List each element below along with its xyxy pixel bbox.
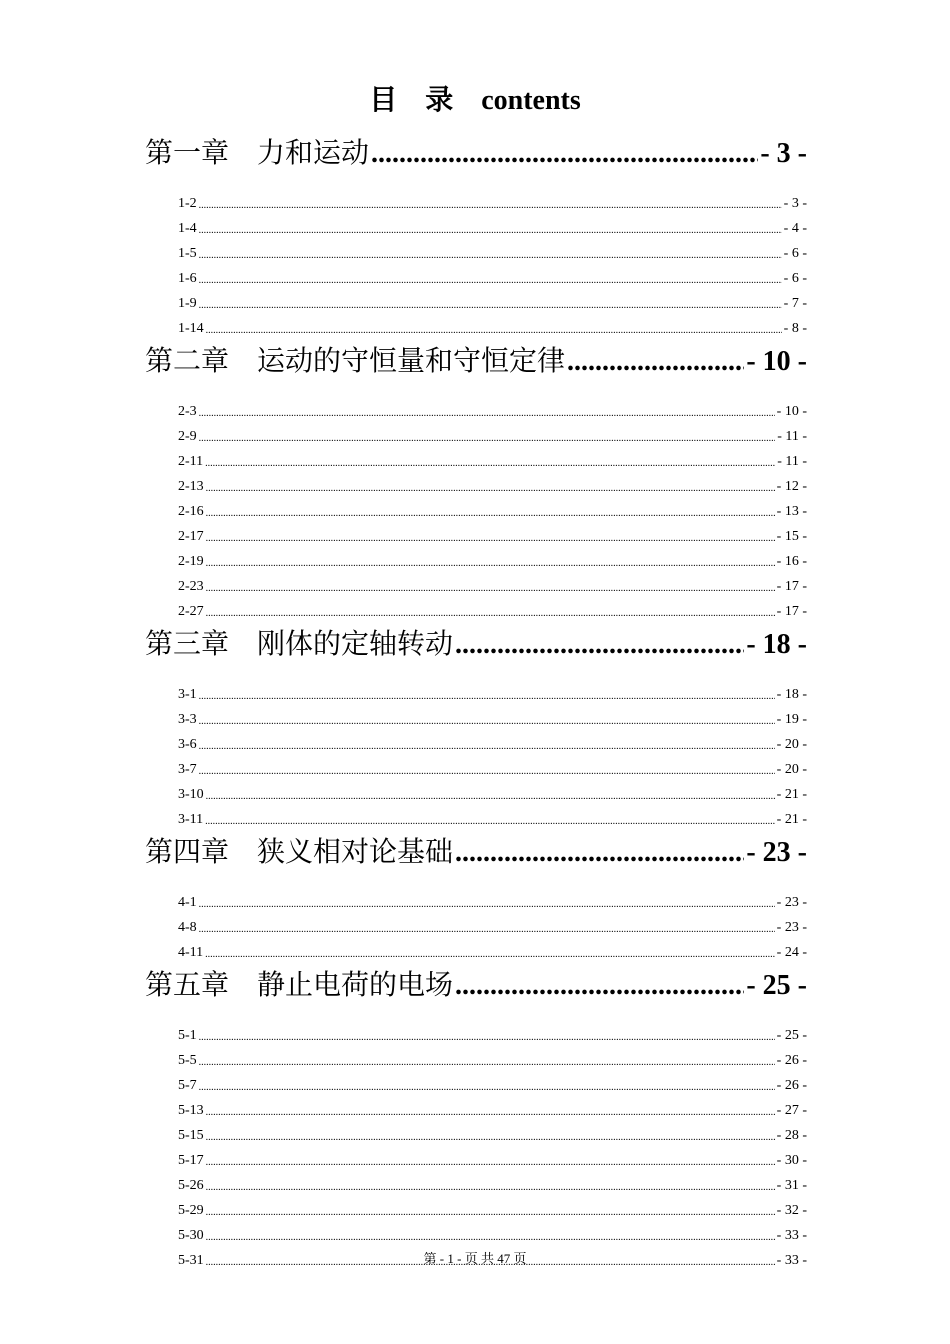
entry-label: 2-23 bbox=[178, 579, 204, 594]
entry-page-number: - 26 - bbox=[776, 1078, 807, 1093]
toc-chapter[interactable] bbox=[145, 831, 807, 871]
toc-entry[interactable] bbox=[145, 1220, 807, 1245]
entry-label: 2-16 bbox=[178, 504, 204, 519]
toc-entry[interactable] bbox=[145, 546, 807, 571]
chapter-title: 第二章 运动的守恒量和守恒定律 bbox=[145, 346, 566, 377]
toc-entry[interactable] bbox=[145, 887, 807, 912]
entry-label: 2-19 bbox=[178, 554, 204, 569]
toc-entry[interactable] bbox=[145, 471, 807, 496]
dot-leader bbox=[199, 1056, 775, 1070]
entry-label: 4-1 bbox=[178, 895, 197, 910]
dot-leader bbox=[206, 582, 775, 596]
entry-page-number: - 12 - bbox=[776, 479, 807, 494]
dot-leader bbox=[206, 1181, 775, 1195]
toc-entry[interactable] bbox=[145, 679, 807, 704]
dot-leader bbox=[206, 607, 775, 621]
entry-label: 5-29 bbox=[178, 1203, 204, 1218]
toc-chapter[interactable] bbox=[145, 132, 807, 172]
entry-label: 1-6 bbox=[178, 271, 197, 286]
dot-leader bbox=[199, 765, 775, 779]
toc-entry[interactable] bbox=[145, 1095, 807, 1120]
spacer bbox=[145, 1004, 807, 1020]
entry-label: 3-3 bbox=[178, 712, 197, 727]
dot-leader bbox=[206, 1131, 775, 1145]
entry-label: 5-5 bbox=[178, 1053, 197, 1068]
toc-entry[interactable] bbox=[145, 571, 807, 596]
dot-leader bbox=[371, 136, 758, 172]
toc-entry[interactable] bbox=[145, 446, 807, 471]
dot-leader bbox=[206, 324, 782, 338]
dot-leader bbox=[199, 690, 775, 704]
dot-leader bbox=[199, 923, 775, 937]
entry-label: 5-17 bbox=[178, 1153, 204, 1168]
entry-label: 5-31 bbox=[178, 1253, 204, 1268]
dot-leader bbox=[205, 457, 775, 471]
entry-label: 5-7 bbox=[178, 1078, 197, 1093]
entry-page-number: - 31 - bbox=[776, 1178, 807, 1193]
dot-leader bbox=[455, 627, 744, 663]
dot-leader bbox=[206, 1206, 775, 1220]
entry-page-number: - 23 - bbox=[776, 895, 807, 910]
dot-leader bbox=[206, 557, 775, 571]
entry-page-number: - 3 - bbox=[783, 196, 807, 211]
toc-entry[interactable] bbox=[145, 729, 807, 754]
entry-label: 2-17 bbox=[178, 529, 204, 544]
chapter-page-number: - 10 - bbox=[746, 346, 807, 377]
toc-entry[interactable] bbox=[145, 779, 807, 804]
chapter-title: 第三章 刚体的定轴转动 bbox=[145, 629, 454, 660]
dot-leader bbox=[199, 224, 782, 238]
dot-leader bbox=[455, 968, 744, 1004]
entry-label: 3-10 bbox=[178, 787, 204, 802]
dot-leader bbox=[206, 1106, 775, 1120]
toc-entry[interactable] bbox=[145, 288, 807, 313]
chapter-page-number: - 3 - bbox=[760, 138, 807, 169]
toc-entry[interactable] bbox=[145, 496, 807, 521]
spacer bbox=[145, 380, 807, 396]
entry-page-number: - 4 - bbox=[783, 221, 807, 236]
entry-page-number: - 18 - bbox=[776, 687, 807, 702]
toc-entry[interactable] bbox=[145, 1070, 807, 1095]
entry-page-number: - 6 - bbox=[783, 246, 807, 261]
dot-leader bbox=[199, 199, 782, 213]
toc-entry[interactable] bbox=[145, 1195, 807, 1220]
entry-label: 5-26 bbox=[178, 1178, 204, 1193]
entry-page-number: - 20 - bbox=[776, 762, 807, 777]
entry-label: 4-8 bbox=[178, 920, 197, 935]
dot-leader bbox=[199, 299, 782, 313]
entry-page-number: - 21 - bbox=[776, 787, 807, 802]
toc-entry[interactable] bbox=[145, 213, 807, 238]
dot-leader bbox=[567, 344, 744, 380]
dot-leader bbox=[206, 482, 775, 496]
toc-entry[interactable] bbox=[145, 804, 807, 829]
dot-leader bbox=[205, 948, 775, 962]
entry-page-number: - 32 - bbox=[776, 1203, 807, 1218]
dot-leader bbox=[199, 1081, 775, 1095]
toc-chapter[interactable] bbox=[145, 340, 807, 380]
toc-entry[interactable] bbox=[145, 704, 807, 729]
entry-page-number: - 24 - bbox=[776, 945, 807, 960]
entry-page-number: - 10 - bbox=[776, 404, 807, 419]
dot-leader bbox=[206, 507, 775, 521]
entry-page-number: - 20 - bbox=[776, 737, 807, 752]
dot-leader bbox=[199, 432, 776, 446]
entry-label: 4-11 bbox=[178, 945, 204, 960]
entry-label: 2-9 bbox=[178, 429, 197, 444]
entry-page-number: - 17 - bbox=[776, 579, 807, 594]
toc-chapter[interactable] bbox=[145, 623, 807, 663]
dot-leader bbox=[455, 835, 744, 871]
entry-label: 1-9 bbox=[178, 296, 197, 311]
chapter-title: 第五章 静止电荷的电场 bbox=[145, 970, 454, 1001]
toc-entry[interactable] bbox=[145, 1045, 807, 1070]
entry-page-number: - 23 - bbox=[776, 920, 807, 935]
entry-page-number: - 26 - bbox=[776, 1053, 807, 1068]
entry-label: 3-7 bbox=[178, 762, 197, 777]
page-footer: 第 - 1 - 页 共 47 页 bbox=[423, 1251, 527, 1266]
dot-leader bbox=[206, 1231, 775, 1245]
toc-entry[interactable] bbox=[145, 263, 807, 288]
entry-label: 5-13 bbox=[178, 1103, 204, 1118]
entry-page-number: - 21 - bbox=[776, 812, 807, 827]
entry-label: 1-14 bbox=[178, 321, 204, 336]
chapter-title: 第一章 力和运动 bbox=[145, 138, 370, 169]
toc-entry[interactable] bbox=[145, 238, 807, 263]
entry-label: 3-11 bbox=[178, 812, 204, 827]
entry-label: 1-5 bbox=[178, 246, 197, 261]
entry-page-number: - 17 - bbox=[776, 604, 807, 619]
toc-chapter[interactable] bbox=[145, 964, 807, 1004]
table-of-contents bbox=[145, 130, 807, 1270]
entry-page-number: - 25 - bbox=[776, 1028, 807, 1043]
dot-leader bbox=[199, 898, 775, 912]
spacer bbox=[145, 172, 807, 188]
toc-entry[interactable] bbox=[145, 912, 807, 937]
toc-entry[interactable] bbox=[145, 396, 807, 421]
chapter-page-number: - 25 - bbox=[746, 970, 807, 1001]
entry-label: 5-15 bbox=[178, 1128, 204, 1143]
dot-leader bbox=[199, 274, 782, 288]
toc-entry[interactable] bbox=[145, 313, 807, 338]
entry-page-number: - 11 - bbox=[777, 429, 807, 444]
entry-page-number: - 7 - bbox=[783, 296, 807, 311]
dot-leader bbox=[199, 740, 775, 754]
spacer bbox=[145, 663, 807, 679]
toc-entry[interactable] bbox=[145, 937, 807, 962]
toc-entry[interactable] bbox=[145, 1020, 807, 1045]
dot-leader bbox=[205, 815, 775, 829]
dot-leader bbox=[199, 407, 775, 421]
entry-label: 2-3 bbox=[178, 404, 197, 419]
dot-leader bbox=[199, 249, 782, 263]
entry-page-number: - 11 - bbox=[777, 454, 807, 469]
entry-label: 3-6 bbox=[178, 737, 197, 752]
dot-leader bbox=[206, 1156, 775, 1170]
entry-page-number: - 33 - bbox=[776, 1228, 807, 1243]
entry-page-number: - 15 - bbox=[776, 529, 807, 544]
dot-leader bbox=[206, 790, 775, 804]
toc-entry[interactable] bbox=[145, 521, 807, 546]
spacer bbox=[145, 871, 807, 887]
entry-page-number: - 6 - bbox=[783, 271, 807, 286]
entry-label: 3-1 bbox=[178, 687, 197, 702]
entry-label: 1-4 bbox=[178, 221, 197, 236]
toc-entry[interactable] bbox=[145, 1120, 807, 1145]
entry-page-number: - 19 - bbox=[776, 712, 807, 727]
toc-entry[interactable] bbox=[145, 1170, 807, 1195]
page-title: 目 录 contents bbox=[369, 85, 581, 116]
toc-entry[interactable] bbox=[145, 421, 807, 446]
entry-page-number: - 30 - bbox=[776, 1153, 807, 1168]
dot-leader bbox=[199, 1031, 775, 1045]
chapter-page-number: - 18 - bbox=[746, 629, 807, 660]
chapter-page-number: - 23 - bbox=[746, 837, 807, 868]
entry-page-number: - 13 - bbox=[776, 504, 807, 519]
entry-label: 5-1 bbox=[178, 1028, 197, 1043]
entry-label: 5-30 bbox=[178, 1228, 204, 1243]
entry-label: 1-2 bbox=[178, 196, 197, 211]
entry-page-number: - 27 - bbox=[776, 1103, 807, 1118]
dot-leader bbox=[206, 532, 775, 546]
entry-page-number: - 16 - bbox=[776, 554, 807, 569]
toc-entry[interactable] bbox=[145, 188, 807, 213]
entry-label: 2-27 bbox=[178, 604, 204, 619]
entry-page-number: - 28 - bbox=[776, 1128, 807, 1143]
chapter-title: 第四章 狭义相对论基础 bbox=[145, 837, 454, 868]
toc-entry[interactable] bbox=[145, 1145, 807, 1170]
entry-label: 2-13 bbox=[178, 479, 204, 494]
toc-entry[interactable] bbox=[145, 754, 807, 779]
entry-label: 2-11 bbox=[178, 454, 204, 469]
entry-page-number: - 8 - bbox=[783, 321, 807, 336]
dot-leader bbox=[199, 715, 775, 729]
entry-page-number: - 33 - bbox=[776, 1253, 807, 1268]
toc-entry[interactable] bbox=[145, 596, 807, 621]
